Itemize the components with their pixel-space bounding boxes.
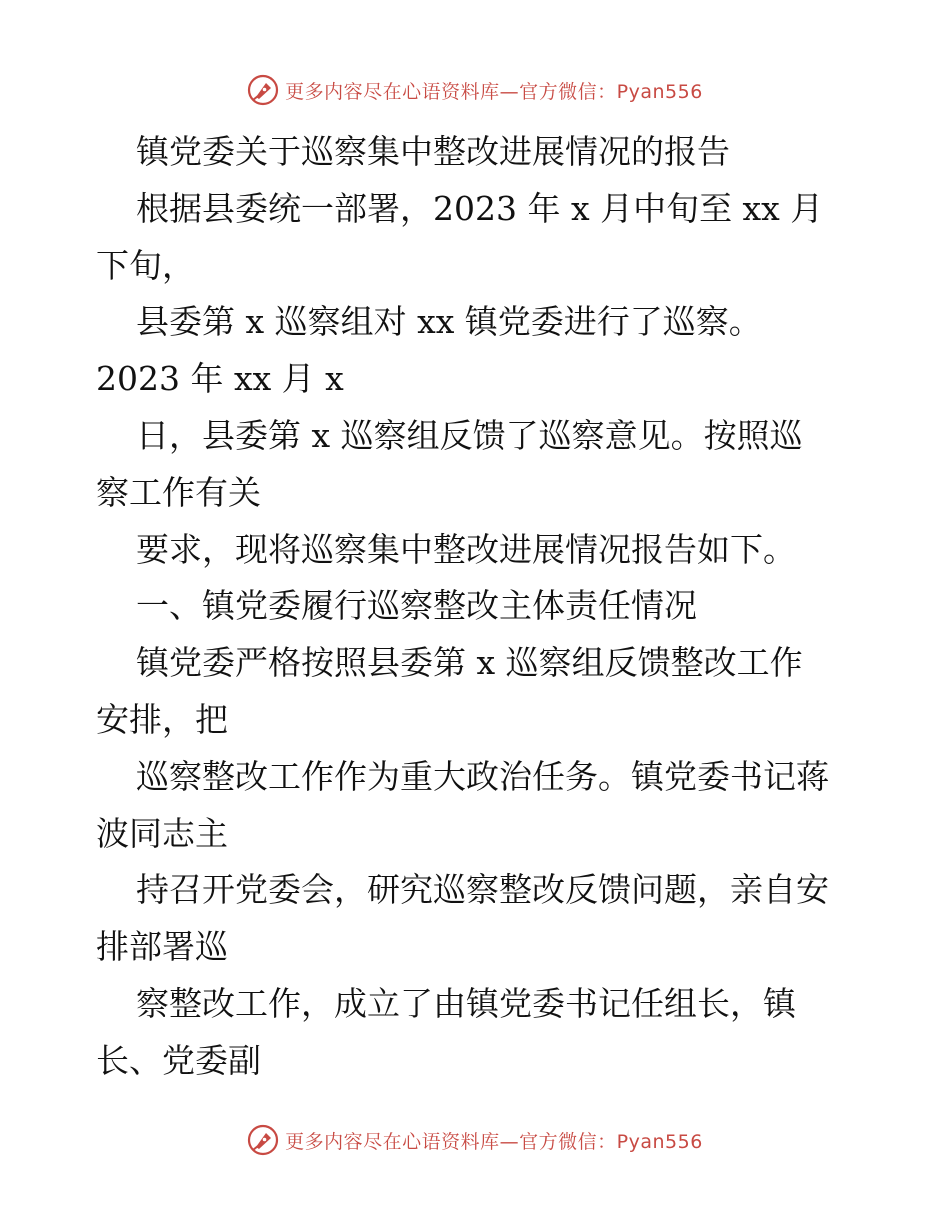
pen-nib-logo-icon (247, 74, 279, 106)
document-title: 镇党委关于巡察集中整改进展情况的报告 (136, 132, 730, 171)
paragraph-line: 察整改工作，成立了由镇党委书记任组长，镇 (136, 983, 796, 1023)
paragraph-line: 长、党委副 (96, 1040, 261, 1080)
header-watermark (0, 72, 950, 108)
paragraph-line: 巡察整改工作作为重大政治任务。镇党委书记蒋 (136, 756, 829, 796)
paragraph-line: 下旬， (96, 245, 195, 285)
paragraph-line: 安排，把 (96, 699, 228, 739)
watermark-text: 更多内容尽在心语资料库—官方微信：Pyan556 (285, 1130, 703, 1153)
footer-watermark (0, 1122, 950, 1158)
paragraph-line: 日，县委第 x 巡察组反馈了巡察意见。按照巡 (136, 415, 803, 455)
paragraph-line: 县委第 x 巡察组对 xx 镇党委进行了巡察。 (136, 302, 762, 342)
paragraph-line: 要求，现将巡察集中整改进展情况报告如下。 (136, 529, 796, 569)
paragraph-line: 波同志主 (96, 813, 228, 853)
watermark-text: 更多内容尽在心语资料库—官方微信：Pyan556 (285, 80, 703, 103)
paragraph-line: 2023 年 xx 月 x (96, 359, 344, 399)
paragraph-line: 排部署巡 (96, 927, 228, 967)
section-heading: 一、镇党委履行巡察整改主体责任情况 (136, 586, 697, 626)
pen-nib-logo-icon (247, 1124, 279, 1156)
paragraph-line: 镇党委严格按照县委第 x 巡察组反馈整改工作 (136, 643, 803, 683)
document-body (96, 124, 856, 1090)
paragraph-line: 察工作有关 (96, 472, 261, 512)
paragraph-line: 根据县委统一部署，2023 年 x 月中旬至 xx 月 (136, 188, 824, 228)
paragraph-line: 持召开党委会，研究巡察整改反馈问题，亲自安 (136, 870, 829, 910)
